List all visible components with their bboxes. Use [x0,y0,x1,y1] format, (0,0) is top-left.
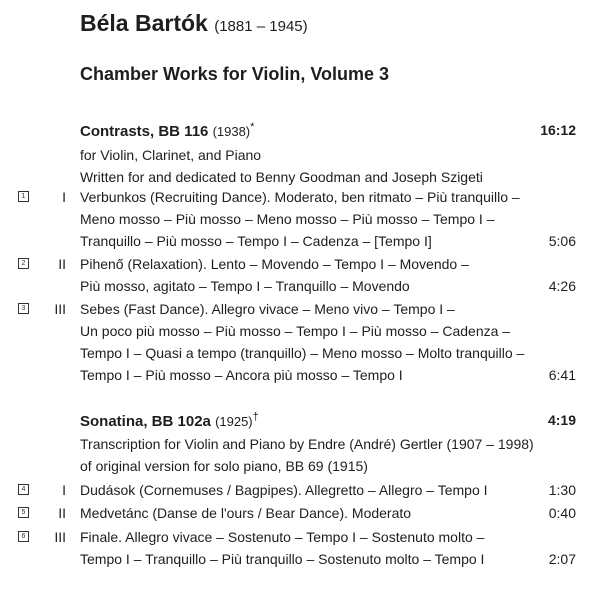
movement-numeral: II [58,505,66,521]
work-year: (1938) [212,124,251,139]
track-number-box: 4 [18,484,29,495]
composer-heading [80,10,308,37]
movement-numeral: I [62,189,66,205]
track-duration: 2:07 [548,551,576,567]
track-number-box: 6 [18,531,29,542]
track-line: Dudások (Cornemuses / Bagpipes). Allegretto – Allegro – Tempo I [80,482,488,498]
work-note: Written for and dedicated to Benny Goodman and Joseph Szigeti [80,169,483,185]
track-line: Meno mosso – Più mosso – Meno mosso – Più mosso – Tempo I – [80,211,495,227]
work-footnote-mark: † [252,411,259,423]
track-line: Finale. Allegro vivace – Sostenuto – Tempo I – Sostenuto molto – [80,529,485,545]
track-line: Sebes (Fast Dance). Allegro vivace – Meno vivo – Tempo I – [80,301,455,317]
track-duration: 4:26 [548,278,576,294]
work-title-sonatina [80,411,259,430]
work-note: of original version for solo piano, BB 69 (1915) [80,458,368,474]
track-duration: 5:06 [548,233,576,249]
track-line: Tempo I – Più mosso – Ancora più mosso – Tempo I [80,367,403,383]
track-line: Un poco più mosso – Più mosso – Tempo I – Più mosso – Cadenza – [80,323,511,339]
movement-numeral: III [54,301,66,317]
movement-numeral: III [54,529,66,545]
track-number-box: 1 [18,191,29,202]
composer-name: Béla Bartók [80,10,208,36]
work-title-text: Sonatina, BB 102a [80,413,211,430]
track-duration: 6:41 [548,367,576,383]
work-title-text: Contrasts, BB 116 [80,123,209,140]
track-line: Tempo I – Quasi a tempo (tranquillo) – Meno mosso – Molto tranquillo – [80,345,525,361]
track-duration: 1:30 [548,482,576,498]
track-duration: 0:40 [548,505,576,521]
track-line: Tranquillo – Più mosso – Tempo I – Cadenza – [Tempo I] [80,233,432,249]
work-duration: 16:12 [540,122,576,138]
work-note: Transcription for Violin and Piano by Endre (André) Gertler (1907 – 1998) [80,436,534,452]
movement-numeral: II [58,256,66,272]
work-footnote-mark: * [250,121,255,133]
track-number-box: 2 [18,258,29,269]
work-duration: 4:19 [547,412,576,428]
track-number-box: 5 [18,507,29,518]
track-line: Pihenő (Relaxation). Lento – Movendo – Tempo I – Movendo – [80,256,469,272]
movement-numeral: I [62,482,66,498]
track-line: Più mosso, agitato – Tempo I – Tranquillo – Movendo [80,278,410,294]
work-year: (1925) [215,414,253,429]
track-number-box: 3 [18,303,29,314]
composer-years: (1881 – 1945) [214,18,308,35]
work-title-contrasts [80,121,254,140]
track-line: Verbunkos (Recruiting Dance). Moderato, ben ritmato – Più tranquillo – [80,189,520,205]
work-note: for Violin, Clarinet, and Piano [80,147,262,163]
track-line: Tempo I – Tranquillo – Più tranquillo – Sostenuto molto – Tempo I [80,551,485,567]
album-title: Chamber Works for Violin, Volume 3 [80,64,390,84]
track-line: Medvetánc (Danse de l'ours / Bear Dance). Moderato [80,505,412,521]
